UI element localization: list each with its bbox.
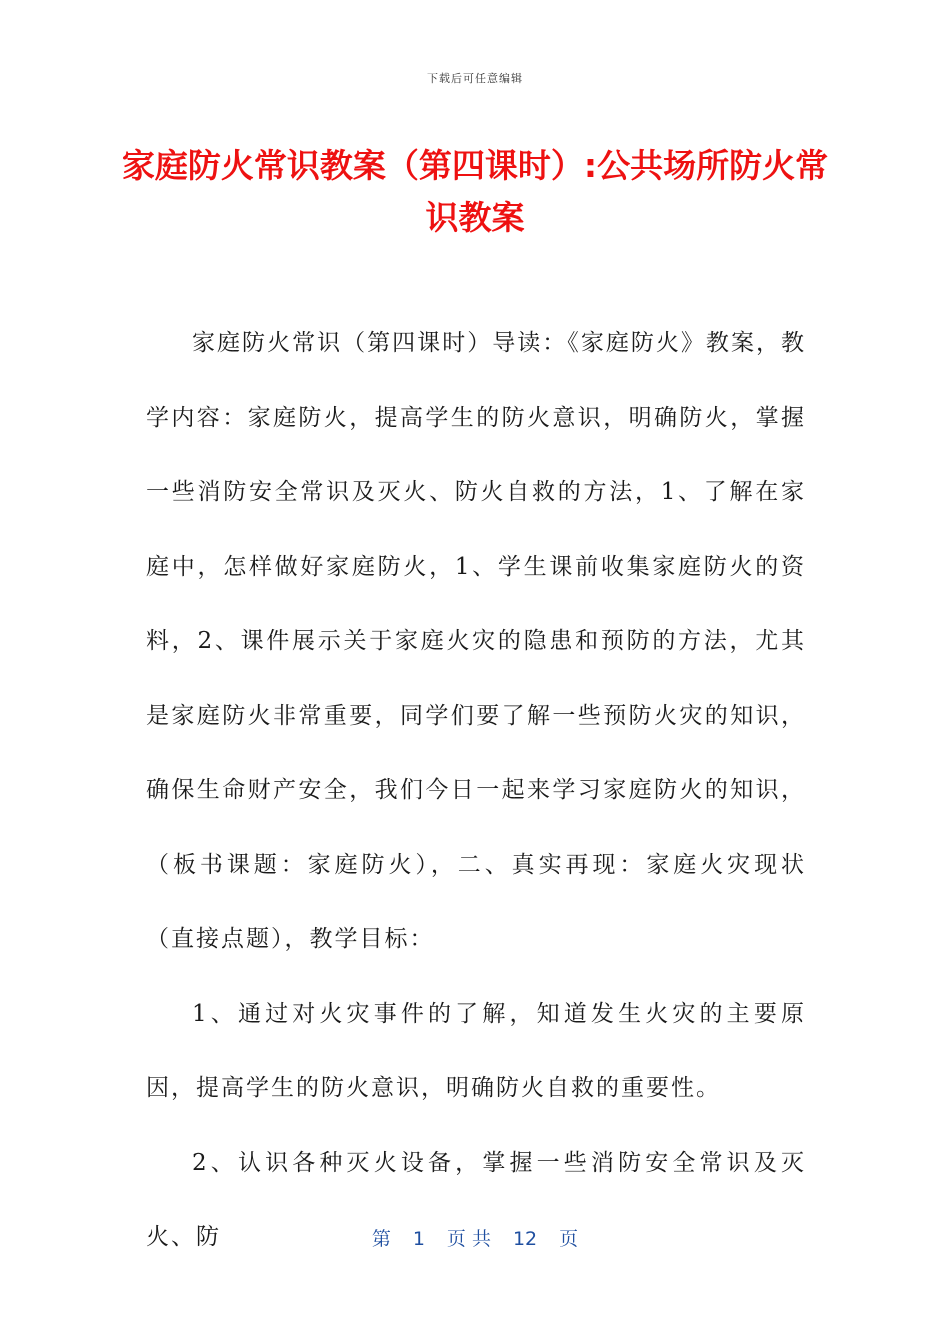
paragraph-3: 2、认识各种灭火设备，掌握一些消防安全常识及灭火、防 [146, 1149, 806, 1250]
paragraph-2: 1、通过对火灾事件的了解，知道发生火灾的主要原因，提高学生的防火意识，明确防火自救的重要性。 [146, 1000, 806, 1101]
header-note: 下载后可任意编辑 [427, 72, 523, 85]
page-footer [0, 1224, 950, 1251]
footer-prefix: 第 [371, 1228, 391, 1250]
footer-page-number: 1 [412, 1228, 425, 1250]
footer-total-pages: 12 [512, 1228, 538, 1250]
footer-middle: 页 共 [446, 1228, 491, 1250]
document-title: 家庭防火常识教案（第四课时）:公共场所防火常识教案 [121, 146, 829, 237]
paragraph-1: 家庭防火常识（第四课时）导读：《家庭防火》教案，教学内容：家庭防火，提高学生的防火意识，明确防火，掌握一些消防安全常识及灭火、防火自救的方法，1、了解在家庭中，怎样做好家庭防火，1、学生课前收集家庭防火的资料，2、课件展示关于家庭火灾的隐患和预防的方法，尤其是家庭防火非常重要，同学们要了解一些预防火灾的知识，确保生命财产安全，我们今日一起来学习家庭防火的知识，（板书课题：家庭防火），二、真实再现：家庭火灾现状（直接点题），教学目标： [146, 330, 806, 952]
document-body [146, 306, 806, 1275]
footer-suffix: 页 [559, 1228, 579, 1250]
